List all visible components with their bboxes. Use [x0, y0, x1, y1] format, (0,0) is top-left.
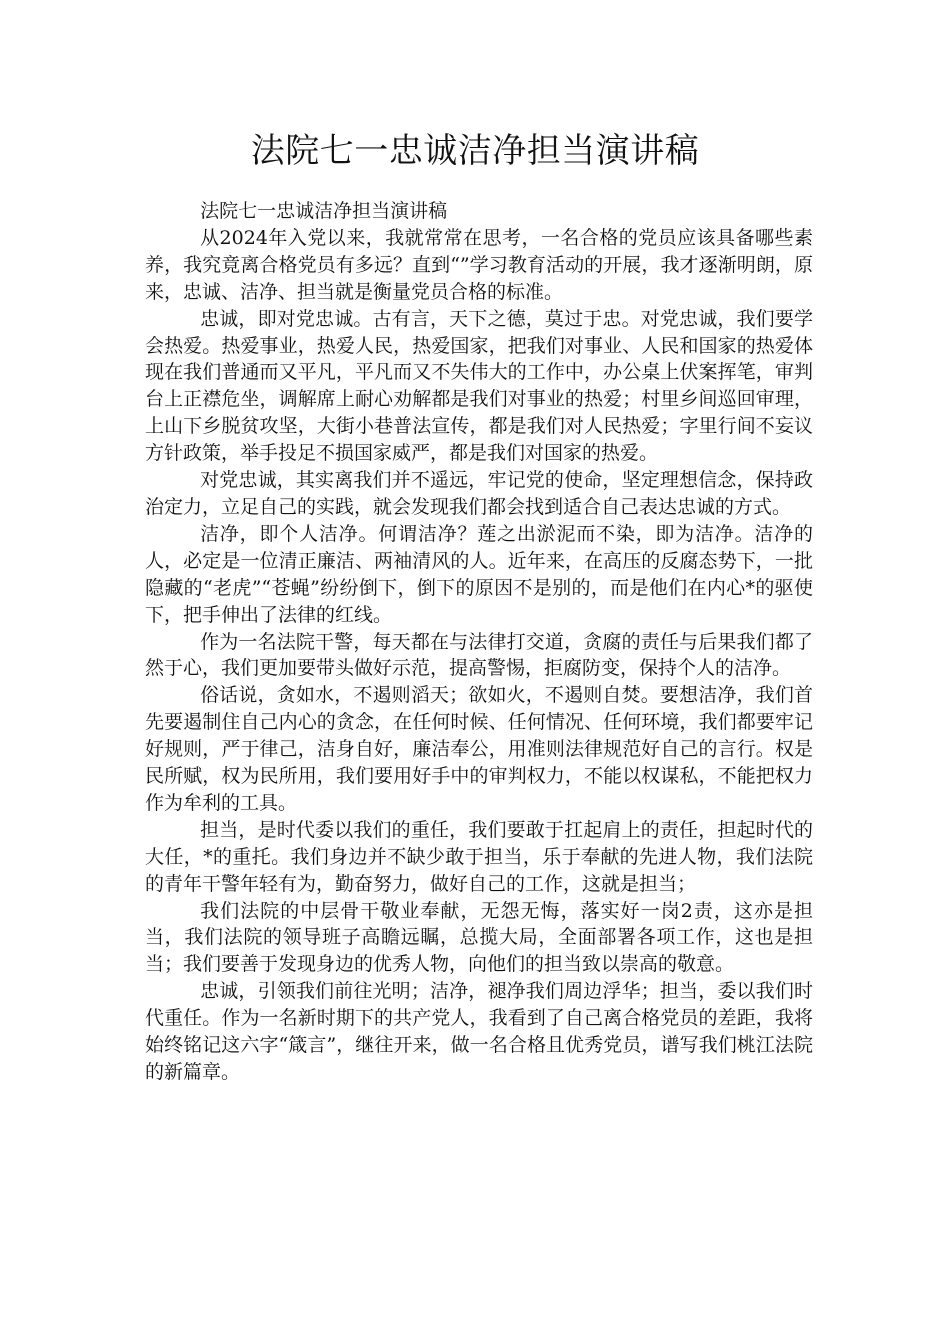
paragraph: 俗话说，贪如水，不遏则滔天；欲如火，不遏则自焚。要想洁净，我们首先要遏制住自己内心的贪念，在任何时候、任何情况、任何环境，我们都要牢记好规则，严于律己，洁身自好，廉洁奉公，用准则法律规范好自己的言行。权是民所赋，权为民所用，我们要用好手中的审判权力，不能以权谋私，不能把权力作为牟利的工具。	[145, 684, 813, 814]
paragraph: 忠诚，即对党忠诚。古有言，天下之德，莫过于忠。对党忠诚，我们要学会热爱。热爱事业，热爱人民，热爱国家，把我们对事业、人民和国家的热爱体现在我们普通而又平凡，平凡而又不失伟大的工作中，办公桌上伏案挥笔，审判台上正襟危坐，调解席上耐心劝解都是我们对事业的热爱；村里乡间巡回审理，上山下乡脱贫攻坚，大街小巷普法宣传，都是我们对人民热爱；字里行间不妄议方针政策，举手投足不损国家威严，都是我们对国家的热爱。	[145, 307, 813, 465]
document-body	[145, 198, 813, 1086]
paragraph: 忠诚，引领我们前往光明；洁净，褪净我们周边浮华；担当，委以我们时代重任。作为一名新时期下的共产党人，我看到了自己离合格党员的差距，我将始终铭记这六字“箴言”，继往开来，做一名合格且优秀党员，谱写我们桃江法院的新篇章。	[145, 980, 813, 1083]
paragraph: 洁净，即个人洁净。何谓洁净？莲之出淤泥而不染，即为洁净。洁净的人，必定是一位清正廉洁、两袖清风的人。近年来，在高压的反腐态势下，一批隐藏的“老虎”“苍蝇”纷纷倒下，倒下的原因不是别的，而是他们在内心*的驱使下，把手伸出了法律的红线。	[145, 522, 813, 626]
paragraph: 我们法院的中层骨干敬业奉献，无怨无悔，落实好一岗2责，这亦是担当，我们法院的领导班子高瞻远瞩，总揽大局，全面部署各项工作，这也是担当；我们要善于发现身边的优秀人物，向他们的担当致以崇高的敬意。	[145, 899, 813, 976]
paragraph: 从2024年入党以来，我就常常在思考，一名合格的党员应该具备哪些素养，我究竟离合格党员有多远？直到“”学习教育活动的开展，我才逐渐明朗，原来，忠诚、洁净、担当就是衡量党员合格的标准。	[145, 226, 813, 303]
paragraph: 作为一名法院干警，每天都在与法律打交道，贪腐的责任与后果我们都了然于心，我们更加要带头做好示范，提高警惕，拒腐防变，保持个人的洁净。	[145, 630, 813, 680]
document-title: 法院七一忠诚洁净担当演讲稿	[250, 131, 700, 171]
paragraph: 担当，是时代委以我们的重任，我们要敢于扛起肩上的责任，担起时代的大任，*的重托。我们身边并不缺少敢于担当，乐于奉献的先进人物，我们法院的青年干警年轻有为，勤奋努力，做好自己的工作，这就是担当；	[145, 818, 813, 895]
document-subtitle: 法院七一忠诚洁净担当演讲稿	[200, 200, 448, 222]
paragraph: 对党忠诚，其实离我们并不遥远，牢记党的使命，坚定理想信念，保持政治定力，立足自己的实践，就会发现我们都会找到适合自己表达忠诚的方式。	[145, 469, 813, 518]
